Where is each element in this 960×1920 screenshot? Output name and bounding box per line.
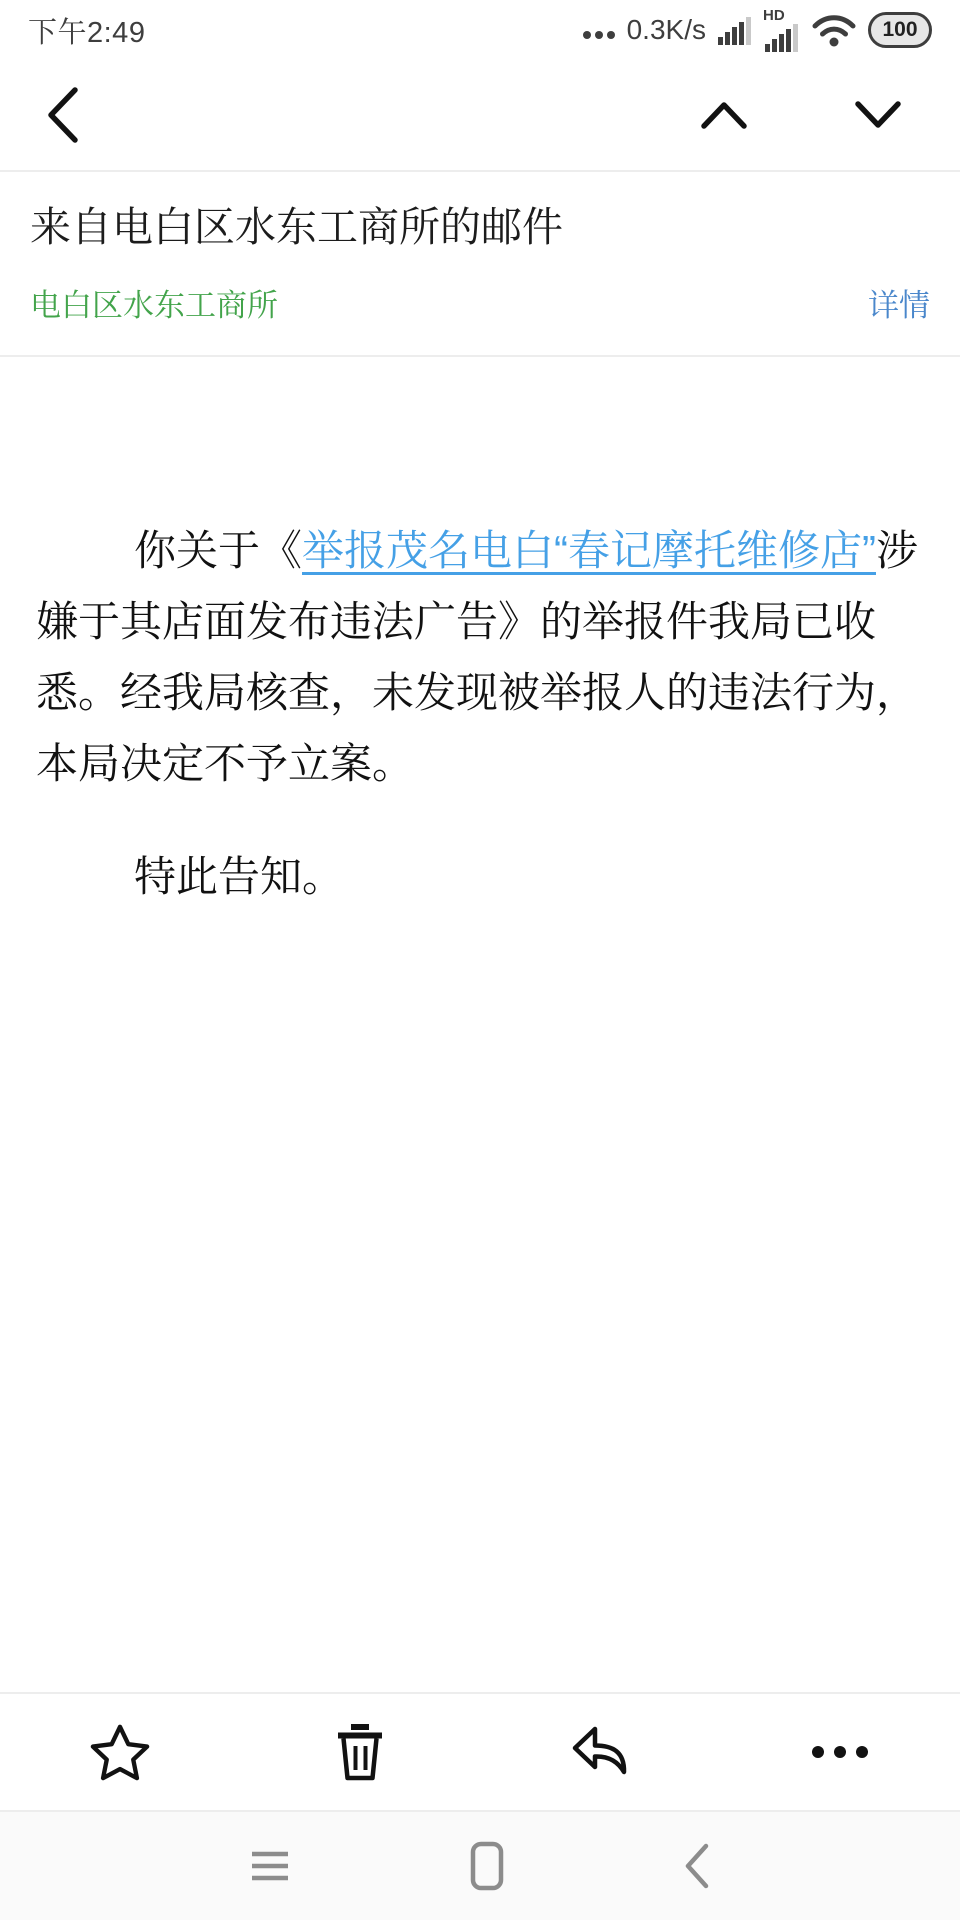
recents-menu-button[interactable] [246,1846,294,1886]
network-speed: 0.3K/s [626,14,706,45]
top-nav [0,60,960,172]
more-button[interactable] [720,1694,960,1810]
next-mail-button[interactable] [848,94,908,136]
home-icon [470,1841,504,1891]
trash-icon [332,1721,388,1783]
previous-mail-button[interactable] [694,94,754,136]
action-bar [0,1692,960,1810]
system-nav-bar [0,1810,960,1920]
reply-button[interactable] [480,1694,720,1810]
notification-dots-icon [583,21,615,39]
system-back-button[interactable] [680,1839,714,1893]
delete-button[interactable] [240,1694,480,1810]
battery-icon [868,12,932,48]
mail-pager [694,94,920,136]
details-link[interactable]: 详情 [868,288,930,324]
back-button[interactable] [40,80,86,150]
body-text-after-link: 涉嫌于其店面发布违法广告》的举报件我局已收悉。经我局核查，未发现被举报人的违法行为，本局决定不予立案。 [36,527,919,788]
report-title-link[interactable]: 举报茂名电白“春记摩托维修店” [302,527,876,575]
cell-signal-hd-icon: HD [765,9,800,52]
wifi-icon [812,13,856,47]
status-bar [0,0,960,60]
star-button[interactable] [0,1694,240,1810]
reply-icon [569,1725,631,1779]
status-icons [583,6,932,52]
mail-body [0,357,960,1692]
more-ellipsis-icon [811,1745,869,1759]
body-paragraph-2: 特此告知。 [134,853,345,901]
back-chevron-icon [46,86,80,144]
mail-subject: 来自电白区水东工商所的邮件 [30,204,563,250]
sender-name[interactable]: 电白区水东工商所 [30,288,278,324]
system-back-icon [684,1843,710,1889]
body-text-before-link: 你关于《 [134,527,303,575]
star-icon [89,1722,151,1782]
battery-level: 100 [882,18,918,41]
sender-row [30,280,930,325]
clock: 下午2:49 [28,16,146,49]
menu-icon [250,1850,290,1882]
home-button[interactable] [466,1837,508,1895]
body-paragraph-1 [36,515,924,799]
mail-header [0,172,960,357]
chevron-down-icon [854,100,902,130]
cell-signal-icon [718,16,753,45]
chevron-up-icon [700,100,748,130]
